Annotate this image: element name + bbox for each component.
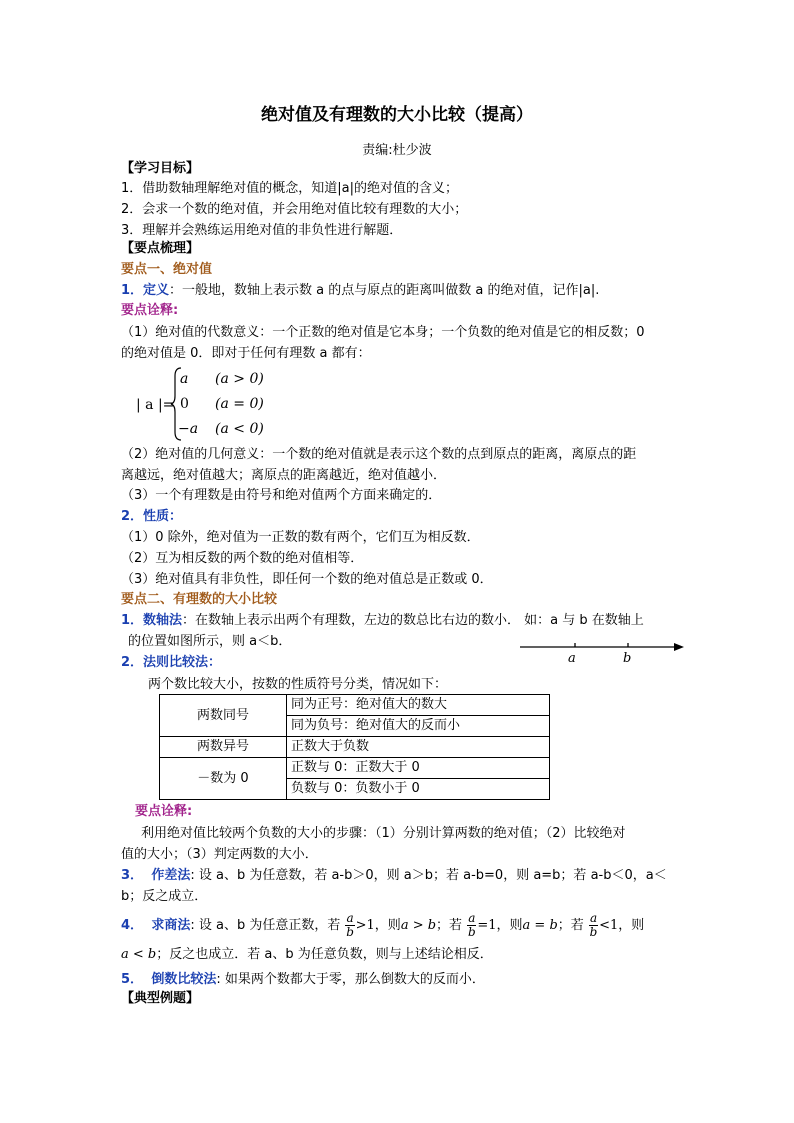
number-line-method-text: ：在数轴上表示出两个有理数，左边的数总比右边的数小． 如：a 与 b 在数轴上 <box>182 613 644 628</box>
algebraic-meaning-line: （1）绝对值的代数意义：一个正数的绝对值是它本身；一个负数的绝对值是它的相反数；0 <box>121 325 645 340</box>
case-condition: (a = 0) <box>215 396 264 412</box>
number-line-figure <box>518 640 686 656</box>
quotient-method-text: ；反之也成立．若 a、b 为任意负数，则与上述结论相反． <box>156 947 493 962</box>
fraction-a-over-b <box>589 912 598 939</box>
examples-heading: 【典型例题】 <box>121 991 200 1006</box>
case-value: 0 <box>180 396 189 412</box>
difference-method-label: 作差法 <box>151 868 191 883</box>
table-cell: 两数同号 <box>160 695 287 737</box>
table-cell: 同为负号：绝对值大的反而小 <box>287 716 550 737</box>
goals-heading: 【学习目标】 <box>121 161 200 176</box>
geometric-meaning-line: 离越远，绝对值越大；离原点的距离越近，绝对值越小． <box>121 468 447 483</box>
property-item: （3）绝对值具有非负性，即任何一个数的绝对值总是正数或 0． <box>121 572 493 587</box>
method-number: 3． <box>121 868 144 883</box>
goal-item: 2．会求一个数的绝对值，并会用绝对值比较有理数的大小； <box>121 202 468 217</box>
table-cell: 同为正号：绝对值大的数大 <box>287 695 550 716</box>
rule-method-label: 2．法则比较法： <box>121 655 222 670</box>
case-value: −a <box>178 421 199 437</box>
math-expression: >1 <box>355 918 375 933</box>
number-line-method <box>121 612 644 630</box>
case-condition: (a < 0) <box>215 421 264 437</box>
number-line-label-a: a <box>568 651 576 666</box>
definition-line <box>121 282 599 300</box>
page-title: 绝对值及有理数的大小比较（提高） <box>261 105 533 125</box>
fraction-a-over-b <box>345 912 354 939</box>
case-condition: (a > 0) <box>215 371 264 387</box>
algebraic-meaning-line: 的绝对值是 0．即对于任何有理数 a 都有： <box>121 346 371 361</box>
math-expression: <1 <box>599 918 619 933</box>
fraction-denominator: b <box>467 925 476 939</box>
quotient-method-text: ，则 <box>618 918 645 933</box>
difference-method-text: b；反之成立． <box>121 889 208 904</box>
quotient-method <box>121 911 644 941</box>
goal-item: 3．理解并会熟练运用绝对值的非负性进行解题． <box>121 223 403 238</box>
reciprocal-method-label: 倒数比较法 <box>151 972 217 987</box>
quotient-method-text: ，则 <box>496 918 523 933</box>
piecewise-lhs: | a |= <box>136 397 175 413</box>
fraction-denominator: b <box>589 925 598 939</box>
note-text: 利用绝对值比较两个负数的大小的步骤：（1）分别计算两数的绝对值；（2）比较绝对 <box>141 826 626 841</box>
table-cell: 负数与 0：负数小于 0 <box>287 779 550 800</box>
property-label: 2．性质： <box>121 509 183 524</box>
goal-item: 1．借助数轴理解绝对值的概念，知道|a|的绝对值的含义； <box>121 181 458 196</box>
fraction-denominator: b <box>346 925 354 939</box>
difference-method-text: : 设 a、b 为任意数，若 a-b＞0，则 a＞b；若 a-b=0，则 a=b；若 a-b＜0，a＜ <box>190 868 667 883</box>
method-number: 5． <box>121 972 144 987</box>
point1-heading: 要点一、绝对值 <box>121 262 213 277</box>
quotient-method-text: : 设 a、b 为任意正数，若 <box>190 918 341 933</box>
difference-method <box>121 867 667 885</box>
table-cell: 两数异号 <box>160 737 287 758</box>
editor-line: 责编:杜少波 <box>362 143 432 158</box>
point2-heading: 要点二、有理数的大小比较 <box>121 592 278 607</box>
table-cell: －数为 0 <box>160 758 287 800</box>
table-cell: 正数大于负数 <box>287 737 550 758</box>
math-expression: a > b <box>400 918 437 933</box>
comparison-table <box>159 694 550 800</box>
number-line-label-b: b <box>623 651 632 666</box>
quotient-method-text: ；若 <box>436 918 463 933</box>
note-item: （3）一个有理数是由符号和绝对值两个方面来确定的． <box>121 488 442 503</box>
number-line-method-text: 的位置如图所示，则 a＜b． <box>128 634 292 649</box>
math-expression: a < b <box>121 947 157 962</box>
property-item: （2）互为相反数的两个数的绝对值相等． <box>121 551 364 566</box>
fraction-numerator: a <box>468 911 476 925</box>
fraction-numerator: a <box>346 911 354 925</box>
math-expression: =1 <box>477 918 497 933</box>
reciprocal-method-text: : 如果两个数都大于零，那么倒数大的反而小． <box>216 972 485 987</box>
summary-heading: 【要点梳理】 <box>121 241 200 256</box>
math-expression: a = b <box>522 918 558 933</box>
reciprocal-method <box>121 971 485 989</box>
note-label: 要点诠释: <box>135 804 193 819</box>
table-cell: 正数与 0：正数大于 0 <box>287 758 550 779</box>
quotient-method-label: 求商法 <box>151 918 191 933</box>
quotient-method-text: ；若 <box>557 918 584 933</box>
case-value: a <box>180 371 189 387</box>
quotient-method-text: ，则 <box>374 918 401 933</box>
geometric-meaning-line: （2）绝对值的几何意义：一个数的绝对值就是表示这个数的点到原点的距离，离原点的距 <box>121 447 637 462</box>
property-item: （1）0 除外，绝对值为一正数的数有两个，它们互为相反数． <box>121 530 480 545</box>
method-number: 4． <box>121 918 144 933</box>
note-text: 值的大小；（3）判定两数的大小． <box>121 847 318 862</box>
fraction-a-over-b <box>467 912 476 939</box>
fraction-numerator: a <box>589 911 598 925</box>
definition-label: 1．定义 <box>121 283 170 298</box>
rule-method-intro: 两个数比较大小，按数的性质符号分类，情况如下： <box>148 677 448 692</box>
definition-text: ：一般地，数轴上表示数 a 的点与原点的距离叫做数 a 的绝对值，记作|a|. <box>169 283 600 298</box>
quotient-method-line2 <box>121 946 493 964</box>
note-label: 要点诠释: <box>121 303 179 318</box>
number-line-method-label: 1．数轴法 <box>121 613 183 628</box>
